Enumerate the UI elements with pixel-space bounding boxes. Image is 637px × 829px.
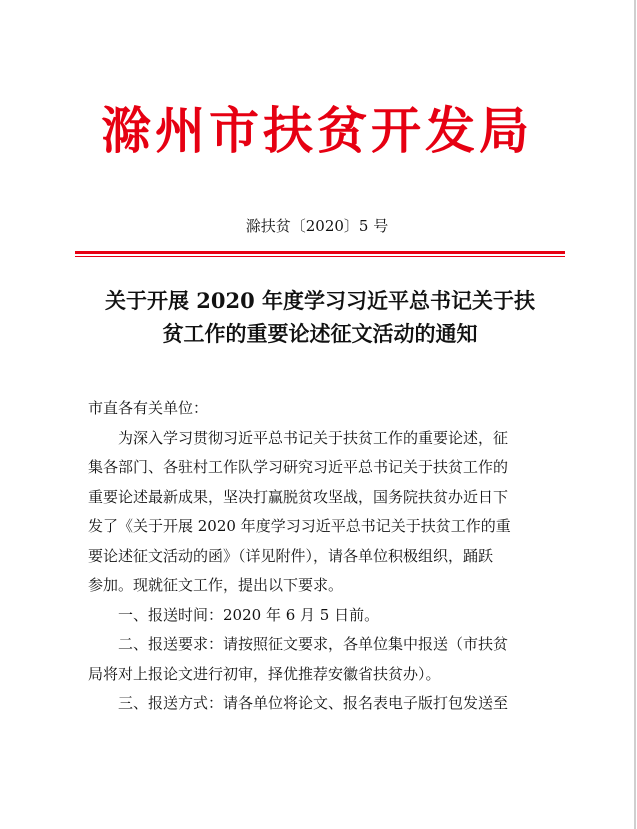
body-line: 为深入学习贯彻习近平总书记关于扶贫工作的重要论述，征 bbox=[118, 428, 509, 447]
body-line: 重要论述最新成果，坚决打赢脱贫攻坚战，国务院扶贫办近日下 bbox=[88, 487, 509, 506]
body-line: 集各部门、各驻村工作队学习研究习近平总书记关于扶贫工作的 bbox=[88, 458, 509, 476]
requirement-item: 一、报送时间：2020 年 6 月 5 日前。 bbox=[118, 605, 380, 624]
red-separator-thick bbox=[75, 251, 565, 254]
notice-title bbox=[70, 284, 570, 350]
requirement-item: 二、报送要求：请按照征文要求，各单位集中报送（市扶贫 bbox=[118, 635, 509, 653]
body-line: 发了《关于开展 2020 年度学习习近平总书记关于扶贫工作的重 bbox=[88, 517, 511, 535]
document-number: 滁扶贫〔2020〕5 号 bbox=[245, 217, 389, 235]
title-line-2: 贫工作的重要论述征文活动的通知 bbox=[162, 321, 478, 346]
issuer-heading: 滁州市扶贫开发局 bbox=[101, 101, 533, 160]
body-line: 要论述征文活动的函》（详见附件），请各单位积极组织，踊跃 bbox=[88, 546, 494, 565]
salutation: 市直各有关单位： bbox=[88, 399, 209, 417]
body-line: 局将对上报论文进行初审，择优推荐安徽省扶贫办）。 bbox=[88, 664, 441, 683]
requirement-item: 三、报送方式：请各单位将论文、报名表电子版打包发送至 bbox=[118, 694, 509, 712]
title-line-1: 关于开展 2020 年度学习习近平总书记关于扶 bbox=[104, 288, 536, 313]
notice-body bbox=[88, 394, 558, 719]
body-line: 参加。现就征文工作，提出以下要求。 bbox=[88, 576, 344, 594]
red-separator-thin bbox=[75, 256, 565, 257]
